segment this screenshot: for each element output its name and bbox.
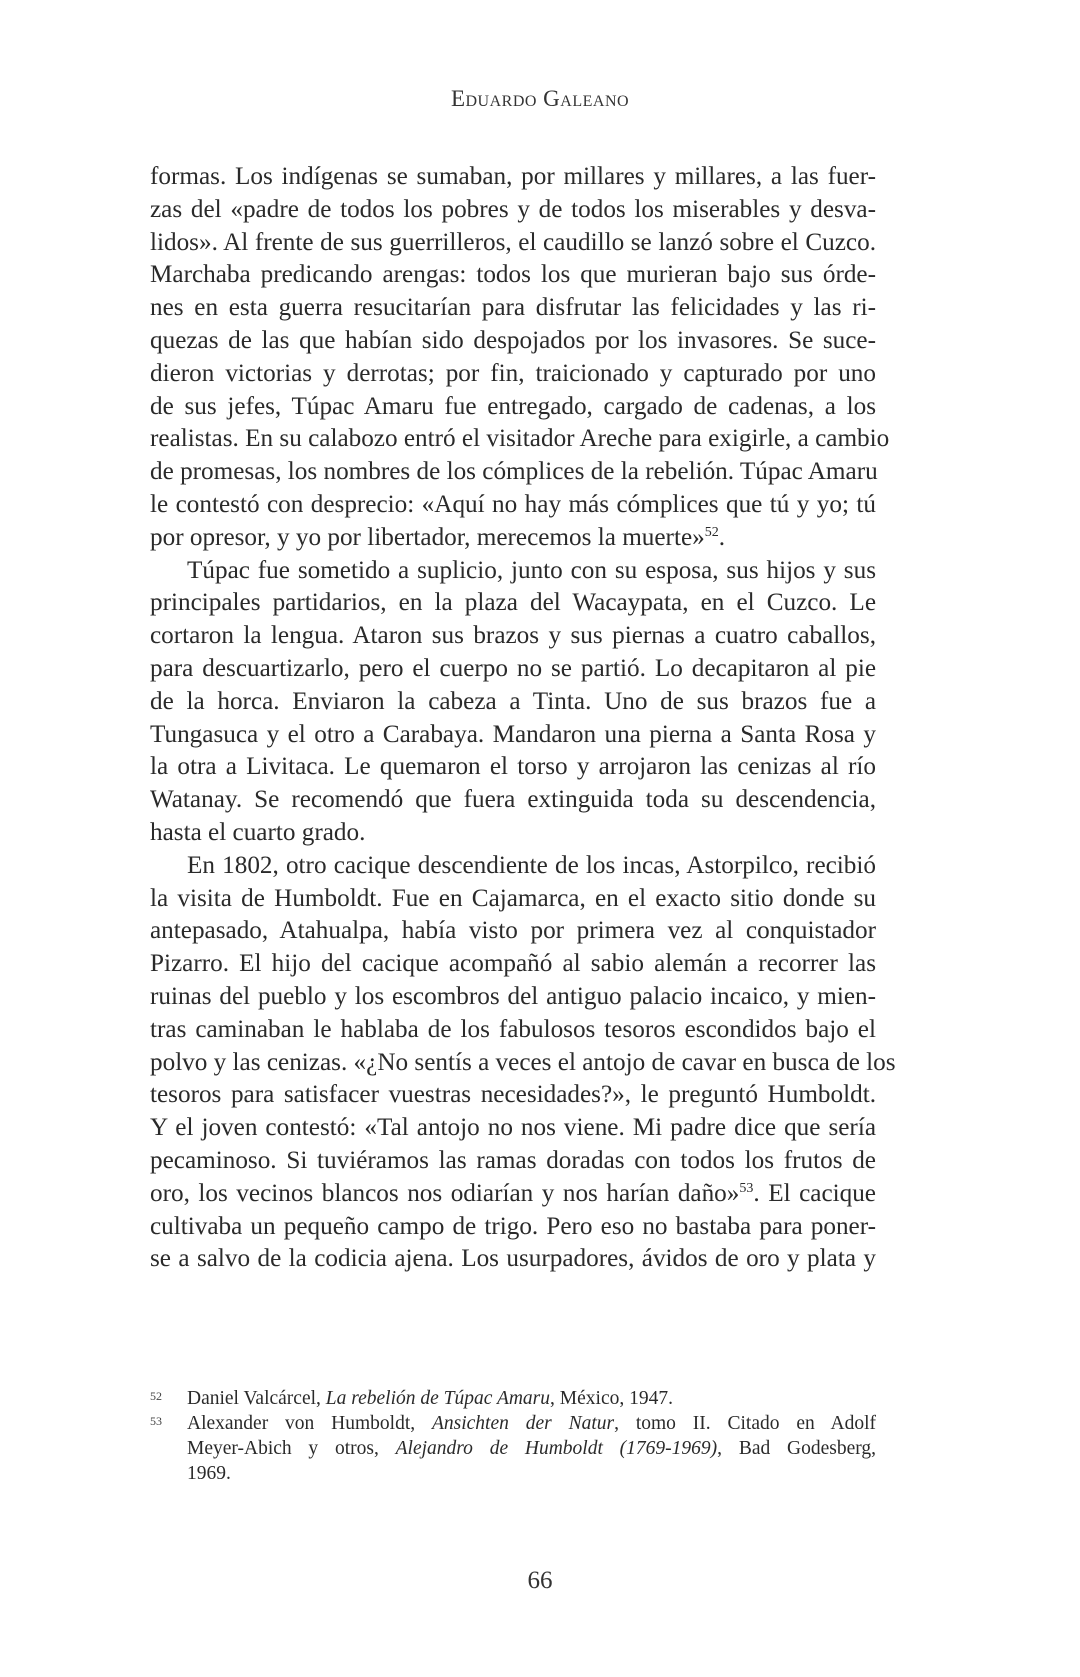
line-text: Túpac fue sometido a suplicio, junto con su esposa, sus hijos y sus: [187, 556, 876, 584]
text-line: [150, 1014, 876, 1047]
line-text: pecaminoso. Si tuviéramos las ramas doradas con todos los frutos de: [150, 1146, 876, 1174]
citation-text: , tomo II. Citado en Adolf: [614, 1413, 876, 1434]
text-line: [150, 1112, 876, 1145]
text-line: [150, 292, 876, 325]
text-line: [150, 1047, 896, 1080]
citation-text: Alexander von Humboldt,: [187, 1413, 432, 1434]
text-line: [150, 522, 876, 555]
text-line: [150, 358, 876, 391]
footnotes: [150, 1386, 876, 1486]
citation-title: Alejandro de Humboldt (1769-1969): [395, 1438, 718, 1459]
page-number: 66: [527, 1567, 553, 1594]
text-line: [150, 456, 876, 489]
line-text: tras caminaban le hablaba de los fabulosos tesoros escondidos bajo el: [150, 1015, 876, 1043]
line-text: lidos». Al frente de sus guerrilleros, el caudillo se lanzó sobre el Cuzco.: [150, 228, 876, 256]
line-text: formas. Los indígenas se sumaban, por millares y millares, a las fuer-: [150, 163, 876, 190]
line-text: Y el joven contestó: «Tal antojo no nos viene. Mi padre dice que sería: [150, 1114, 876, 1142]
text-line: [150, 1211, 876, 1244]
body-text: [150, 161, 896, 1276]
line-text: dieron victorias y derrotas; por fin, traicionado y capturado por uno: [150, 359, 876, 387]
text-line: [150, 850, 876, 883]
text-line: [150, 981, 876, 1014]
text-line: [150, 883, 876, 916]
line-text: quezas de las que habían sido despojados por los invasores. Se suce-: [150, 326, 876, 354]
text-line: [150, 489, 876, 522]
line-text: por opresor, y yo por libertador, merecemos la muerte»: [150, 523, 705, 551]
citation-title: La rebelión de Túpac Amaru: [325, 1388, 551, 1409]
text-line: [150, 817, 876, 850]
footnote-text: [187, 1386, 876, 1411]
footnote-line: [187, 1436, 876, 1461]
text-line: [150, 555, 876, 588]
line-text: Marchaba predicando arengas: todos los que murieran bajo sus órde-: [150, 261, 876, 289]
line-text-after: .: [718, 523, 726, 551]
line-text: se a salvo de la codicia ajena. Los usurpadores, ávidos de oro y plata y: [150, 1245, 876, 1273]
footnote-line: [187, 1386, 876, 1411]
footnote-53: [150, 1411, 876, 1486]
text-line: [150, 194, 876, 227]
citation-text: 1969.: [187, 1463, 231, 1484]
footnote-number: 53: [150, 1414, 162, 1428]
text-line: [150, 948, 876, 981]
text-line: [150, 784, 876, 817]
citation-text: , Bad Godesberg,: [717, 1438, 877, 1459]
line-text: Watanay. Se recomendó que fuera extinguida toda su descendencia,: [150, 786, 876, 814]
text-line: [150, 587, 876, 620]
footnote-reference[interactable]: 52: [704, 524, 719, 540]
line-text: cortaron la lengua. Ataron sus brazos y sus piernas a cuatro caballos,: [150, 622, 876, 650]
text-line: [150, 227, 876, 260]
text-line: [150, 325, 876, 358]
text-line: [150, 653, 876, 686]
line-text: hasta el cuarto grado.: [150, 818, 366, 846]
line-text: realistas. En su calabozo entró el visitador Areche para exigirle, a cambio: [150, 425, 890, 453]
line-text: oro, los vecinos blancos nos odiarían y nos harían daño»: [150, 1179, 740, 1207]
citation-text: Meyer-Abich y otros,: [187, 1438, 396, 1459]
line-text: En 1802, otro cacique descendiente de los incas, Astorpilco, recibió: [187, 851, 876, 879]
line-text: nes en esta guerra resucitarían para disfrutar las felicidades y las ri-: [150, 294, 876, 322]
citation-text: Daniel Valcárcel,: [187, 1388, 326, 1409]
footnote-line: [187, 1461, 876, 1486]
line-text: Pizarro. El hijo del cacique acompañó al sabio alemán a recorrer las: [150, 950, 876, 978]
line-text: de la horca. Enviaron la cabeza a Tinta. Uno de sus brazos fue a: [150, 687, 876, 715]
footnote-reference[interactable]: 53: [739, 1180, 754, 1196]
text-line: [150, 423, 890, 456]
footnote-52: [150, 1386, 876, 1411]
citation-text: , México, 1947.: [550, 1388, 673, 1409]
text-line: [150, 751, 876, 784]
line-text: le contestó con desprecio: «Aquí no hay más cómplices que tú y yo; tú: [150, 490, 876, 518]
line-text: Tungasuca y el otro a Carabaya. Mandaron una pierna a Santa Rosa y: [150, 720, 876, 748]
line-text-after: . El cacique: [753, 1179, 876, 1207]
line-text: para descuartizarlo, pero el cuerpo no se partió. Lo decapitaron al pie: [150, 654, 876, 682]
text-line: [150, 259, 876, 292]
line-text: cultivaba un pequeño campo de trigo. Pero eso no bastaba para poner-: [150, 1212, 876, 1240]
line-text: polvo y las cenizas. «¿No sentís a veces el antojo de cavar en busca de los: [150, 1048, 896, 1076]
line-text: antepasado, Atahualpa, había visto por primera vez al conquistador: [150, 917, 876, 945]
footnote-text: [187, 1411, 876, 1486]
text-line: [150, 161, 876, 194]
line-text: la visita de Humboldt. Fue en Cajamarca, en el exacto sitio donde su: [150, 884, 876, 912]
footnote-number: 52: [150, 1389, 162, 1403]
citation-title: Ansichten der Natur: [431, 1413, 615, 1434]
text-line: [150, 1145, 876, 1178]
text-line: [150, 391, 876, 424]
line-text: tesoros para satisfacer vuestras necesidades?», le preguntó Humboldt.: [150, 1081, 876, 1109]
line-text: ruinas del pueblo y los escombros del antiguo palacio incaico, y mien-: [150, 982, 876, 1010]
line-text: principales partidarios, en la plaza del Wacaypata, en el Cuzco. Le: [150, 589, 876, 617]
footnote-line: [187, 1411, 876, 1436]
text-line: [150, 719, 876, 752]
running-head: Eduardo Galeano: [450, 86, 630, 111]
text-line: [150, 686, 876, 719]
line-text: de sus jefes, Túpac Amaru fue entregado, cargado de cadenas, a los: [150, 392, 876, 420]
line-text: zas del «padre de todos los pobres y de todos los miserables y desva-: [150, 195, 876, 223]
text-line: [150, 1178, 876, 1211]
text-line: [150, 620, 876, 653]
line-text: la otra a Livitaca. Le quemaron el torso y arrojaron las cenizas al río: [150, 753, 876, 781]
text-line: [150, 915, 876, 948]
line-text: de promesas, los nombres de los cómplices de la rebelión. Túpac Amaru: [150, 458, 878, 486]
text-line: [150, 1079, 876, 1112]
text-line: [150, 1243, 876, 1276]
